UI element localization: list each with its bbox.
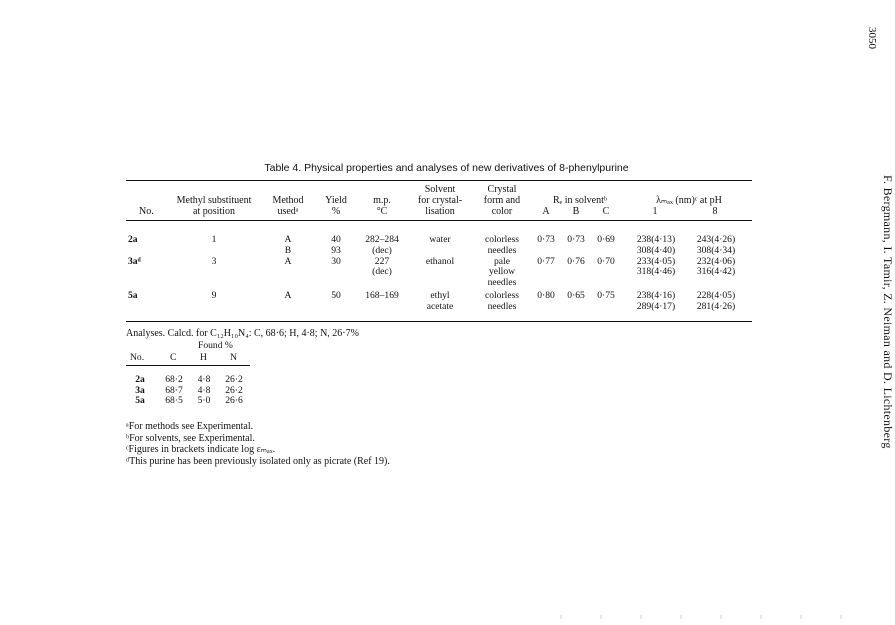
header-methyl-2: at position: [193, 206, 235, 217]
table-cell-form: yellow: [488, 266, 516, 278]
table-cell-form: pale: [494, 255, 510, 267]
table-cell-rfc: 0·69: [597, 234, 615, 245]
table-cell-solvent: ethanol: [425, 255, 455, 267]
header-methyl-1: Methyl substituent: [176, 195, 252, 206]
analyses-cell-c: 68·2: [165, 374, 183, 385]
table-cell-solvent: ethyl: [430, 290, 450, 301]
header-method-2: usedᵃ: [277, 206, 299, 217]
table-cell-solvent: water: [429, 234, 451, 245]
analyses-cell-h: 5·0: [197, 395, 211, 406]
analyses-cell-no: 2a: [135, 374, 145, 385]
analyses-col-h: H: [200, 352, 207, 363]
analyses-cell-n: 26·2: [225, 384, 243, 396]
table-cell-ph8: 281(4·26): [696, 300, 736, 312]
table-cell-ph1: 289(4·17): [636, 300, 676, 312]
header-ph1: 1: [652, 206, 658, 217]
header-solvent-2: for crystal-: [417, 195, 463, 206]
analyses-cell-n: 26·6: [225, 395, 243, 406]
analyses-cell-c: 68·7: [165, 384, 183, 396]
table-header-rule: [126, 220, 752, 221]
table-cell-ph1: 318(4·46): [636, 266, 676, 278]
table-cell-ph8: 232(4·06): [696, 255, 736, 267]
table-cell-no: 3aᵈ: [128, 255, 141, 267]
analyses-col-no: No.: [130, 352, 145, 363]
table-cell-rfa: 0·77: [537, 255, 555, 267]
table-cell-yield: 93: [331, 244, 341, 256]
table-cell-rfb: 0·73: [567, 234, 585, 245]
table-cell-form: needles: [487, 244, 517, 256]
analyses-found-label: Found %: [198, 340, 233, 351]
table-cell-yield: 30: [331, 255, 341, 267]
analyses-cell-no: 3a: [135, 384, 145, 396]
header-rf-c: C: [602, 206, 610, 217]
footnote: ᵃFor methods see Experimental.: [126, 421, 254, 432]
table-cell-method: A: [284, 255, 292, 267]
table-bottom-rule: [126, 321, 752, 322]
table-cell-form: colorless: [484, 290, 520, 301]
analyses-cell-h: 4·8: [197, 384, 211, 396]
analyses-cell-c: 68·5: [165, 395, 183, 406]
table-cell-ph8: 308(4·34): [696, 244, 736, 256]
table-cell-mp: 168–169: [365, 290, 399, 301]
table-title: Table 4. Physical properties and analyses of new derivatives of 8-phenylpurine: [264, 162, 629, 174]
table-cell-mp: 227: [374, 255, 390, 267]
table-cell-pos: 9: [211, 290, 217, 301]
table-cell-ph8: 316(4·42): [696, 266, 736, 278]
table-cell-ph1: 233(4·05): [636, 255, 676, 267]
header-rf: Rₑ in solventᵇ: [553, 195, 607, 206]
table-top-rule: [126, 180, 752, 181]
header-rf-a: A: [542, 206, 550, 217]
table-cell-yield: 50: [331, 290, 341, 301]
table-cell-rfb: 0·65: [567, 290, 585, 301]
table-cell-method: A: [284, 290, 292, 301]
analyses-cell-h: 4·8: [197, 374, 211, 385]
table-cell-yield: 40: [331, 234, 341, 245]
header-crystal-3: color: [491, 206, 513, 217]
analyses-col-n: N: [230, 352, 237, 363]
running-head-text: F. Bergmann, I. Tamir, Z. Neiman and D. Lichtenberg: [881, 175, 895, 449]
table-cell-form: needles: [487, 300, 517, 312]
analyses-calcd: Analyses. Calcd. for C₁₂H₁₀N₄: C, 68·6; H, 4·8; N, 26·7%: [126, 328, 359, 339]
table-cell-method: A: [284, 234, 292, 245]
scan-marks: [560, 615, 880, 619]
running-head: [859, 40, 895, 460]
table-cell-ph8: 228(4·05): [696, 290, 736, 301]
table-cell-no: 5a: [128, 290, 138, 301]
header-ph8: 8: [712, 206, 718, 217]
table-cell-rfa: 0·73: [537, 234, 555, 245]
table-cell-mp: (dec): [372, 266, 392, 278]
header-mp-1: m.p.: [373, 195, 391, 206]
header-crystal-1: Crystal: [487, 184, 517, 195]
table-cell-form: needles: [487, 277, 517, 289]
header-no: No.: [139, 206, 154, 217]
table-cell-mp: 282–284: [365, 234, 399, 245]
table-cell-no: 2a: [128, 234, 138, 245]
footnote: ᵈThis purine has been previously isolated only as picrate (Ref 19).: [126, 455, 390, 467]
table-cell-pos: 1: [211, 234, 217, 245]
analyses-cell-n: 26·2: [225, 374, 243, 385]
table-cell-rfc: 0·75: [597, 290, 615, 301]
table-cell-solvent: acetate: [426, 300, 454, 312]
table-cell-form: colorless: [484, 234, 520, 245]
analyses-col-c: C: [170, 352, 177, 363]
table-cell-pos: 3: [211, 255, 217, 267]
header-solvent-3: lisation: [425, 206, 455, 217]
header-method-1: Method: [272, 195, 304, 206]
analyses-rule: [126, 365, 250, 366]
analyses-cell-no: 5a: [135, 395, 145, 406]
page-number: 3050: [866, 27, 878, 49]
table-cell-ph1: 238(4·16): [636, 290, 676, 301]
table-cell-rfa: 0·80: [537, 290, 555, 301]
header-lambda: λₘₐₓ (nm)ᶜ at pH: [656, 195, 722, 206]
table-cell-mp: (dec): [372, 244, 392, 256]
table-cell-rfc: 0·70: [597, 255, 615, 267]
header-rf-b: B: [572, 206, 580, 217]
footnote: ᶜFigures in brackets indicate log εₘₐₓ.: [126, 444, 276, 455]
header-yield-1: Yield: [325, 195, 347, 206]
header-crystal-2: form and: [483, 195, 521, 206]
table-cell-rfb: 0·76: [567, 255, 585, 267]
header-yield-2: %: [331, 206, 341, 217]
header-mp-2: °C: [376, 206, 388, 217]
table-cell-method: B: [284, 244, 292, 256]
table-cell-ph1: 238(4·13): [636, 234, 676, 245]
header-solvent-1: Solvent: [424, 184, 456, 195]
footnote: ᵇFor solvents, see Experimental.: [126, 432, 255, 444]
table-cell-ph1: 308(4·40): [636, 244, 676, 256]
table-cell-ph8: 243(4·26): [696, 234, 736, 245]
